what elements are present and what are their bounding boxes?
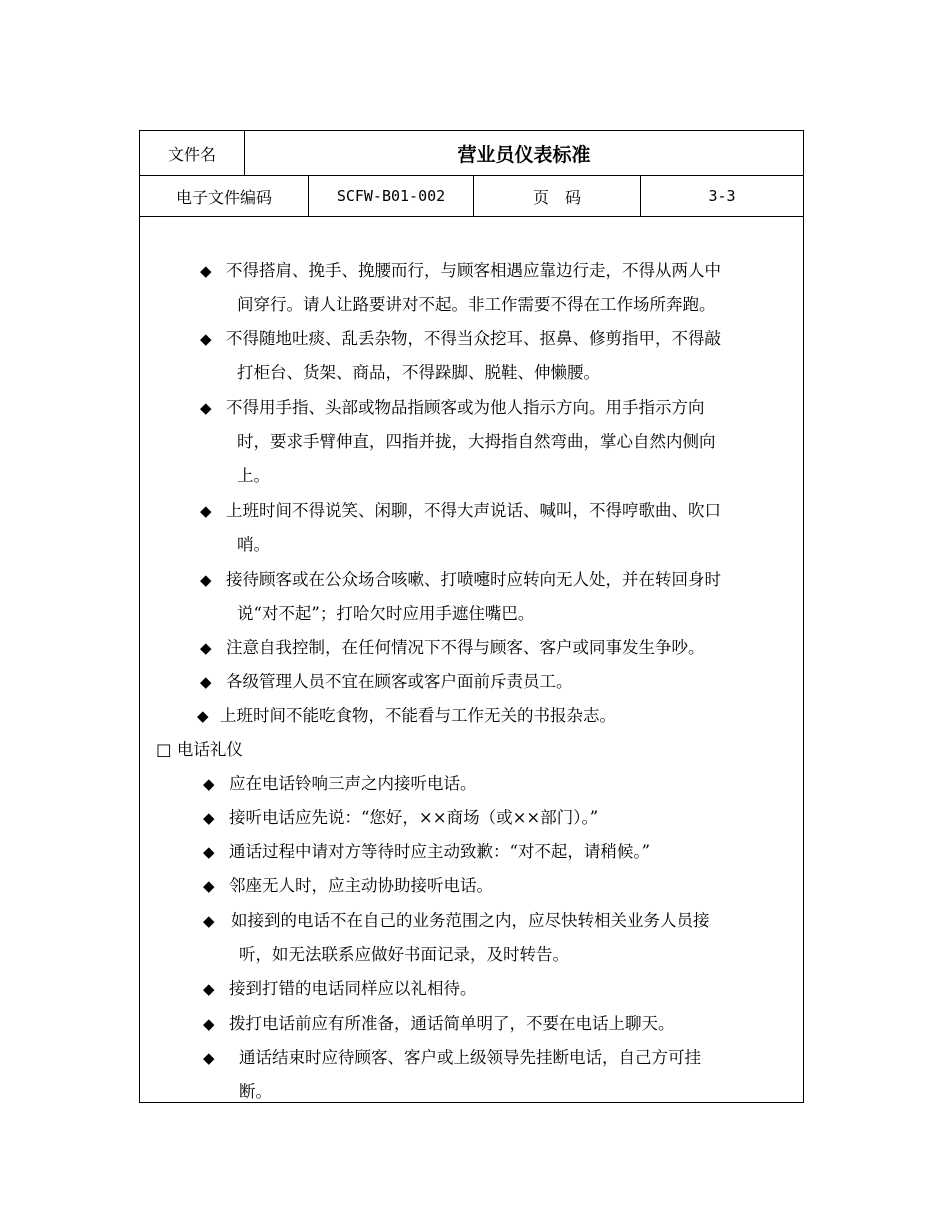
list-item-line: 接待顾客或在公众场合咳嗽、打喷嚏时应转向无人处，并在转回身时: [226, 570, 721, 589]
list-item-line: 说“对不起”；打哈欠时应用手遮住嘴巴。: [237, 604, 535, 623]
list-item-line: 应在电话铃响三声之内接听电话。: [229, 774, 477, 793]
diamond-bullet-icon: ◆: [203, 843, 215, 861]
list-item-line: 接听电话应先说：“您好，××商场（或××部门）。”: [229, 808, 599, 827]
list-item-line: 听，如无法联系应做好书面记录，及时转告。: [239, 945, 569, 964]
document-title: 营业员仪表标准: [457, 143, 591, 166]
list-item-line: 如接到的电话不在自己的业务范围之内，应尽快转相关业务人员接: [231, 911, 710, 930]
diamond-bullet-icon: ◆: [203, 809, 215, 827]
diamond-bullet-icon: ◆: [203, 1049, 215, 1067]
diamond-bullet-icon: ◆: [203, 1015, 215, 1033]
list-item-line: 各级管理人员不宜在顾客或客户面前斥责员工。: [226, 672, 573, 691]
page-number: 3-3: [708, 187, 736, 205]
list-item-line: 时，要求手臂伸直，四指并拢，大拇指自然弯曲，掌心自然内侧向: [237, 432, 716, 451]
file-code-label: 电子文件编码: [140, 176, 309, 216]
diamond-bullet-icon: ◆: [203, 912, 215, 930]
list-item-line: 断。: [239, 1082, 272, 1101]
list-item-line: 上班时间不得说笑、闲聊，不得大声说话、喊叫，不得哼歌曲、吹口: [226, 501, 721, 520]
section-heading: [156, 733, 243, 767]
list-item-line: 上。: [237, 466, 270, 485]
diamond-bullet-icon: ◆: [203, 775, 215, 793]
diamond-bullet-icon: ◆: [197, 707, 209, 725]
page-label: 页 码: [474, 176, 641, 216]
checkbox-icon: □: [156, 740, 172, 759]
document-frame: [139, 130, 804, 1103]
list-item-line: 注意自我控制，在任何情况下不得与顾客、客户或同事发生争吵。: [226, 638, 705, 657]
list-item-line: 哨。: [237, 535, 270, 554]
diamond-bullet-icon: ◆: [200, 571, 212, 589]
list-item-line: 通话过程中请对方等待时应主动致歉：“对不起，请稍候。”: [229, 842, 651, 861]
list-item-line: 上班时间不能吃食物，不能看与工作无关的书报杂志。: [220, 706, 616, 725]
diamond-bullet-icon: ◆: [200, 399, 212, 417]
list-item-line: 不得用手指、头部或物品指顾客或为他人指示方向。用手指示方向: [226, 398, 705, 417]
section-heading-text: 电话礼仪: [176, 740, 243, 759]
diamond-bullet-icon: ◆: [200, 673, 212, 691]
list-item-line: 不得搭肩、挽手、挽腰而行，与顾客相遇应靠边行走，不得从两人中: [226, 261, 721, 280]
list-item-line: 打柜台、货架、商品，不得跺脚、脱鞋、伸懒腰。: [237, 363, 600, 382]
header-row-meta: [140, 176, 803, 217]
list-item-line: 邻座无人时，应主动协助接听电话。: [229, 876, 493, 895]
file-code-value: SCFW-B01-002: [309, 176, 474, 216]
list-item-line: 不得随地吐痰、乱丢杂物，不得当众挖耳、抠鼻、修剪指甲，不得敲: [226, 329, 721, 348]
diamond-bullet-icon: ◆: [203, 980, 215, 998]
list-item-line: 间穿行。请人让路要讲对不起。非工作需要不得在工作场所奔跑。: [237, 295, 716, 314]
list-item-line: 接到打错的电话同样应以礼相待。: [229, 979, 477, 998]
diamond-bullet-icon: ◆: [200, 262, 212, 280]
diamond-bullet-icon: ◆: [200, 502, 212, 520]
file-name-label: 文件名: [140, 131, 245, 175]
list-item-line: 拨打电话前应有所准备，通话简单明了，不要在电话上聊天。: [229, 1014, 675, 1033]
list-item-line: 通话结束时应待顾客、客户或上级领导先挂断电话，自己方可挂: [239, 1048, 701, 1067]
diamond-bullet-icon: ◆: [200, 639, 212, 657]
header-row-title: [140, 131, 803, 176]
diamond-bullet-icon: ◆: [200, 330, 212, 348]
diamond-bullet-icon: ◆: [203, 877, 215, 895]
